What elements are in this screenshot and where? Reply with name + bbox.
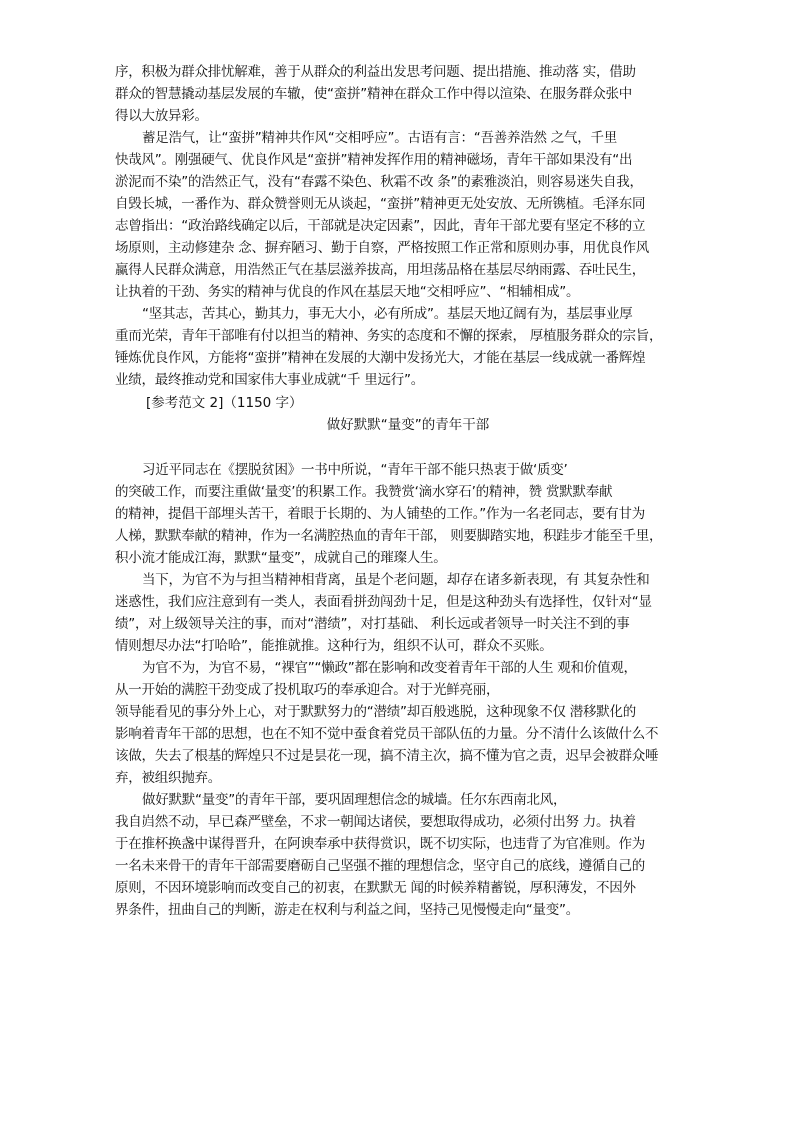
paragraph-line: 的突破工作，而要注重做‘量变’的积累工作。我赞赏‘滴水穿石’的精神，赞 赏默默奉献 (115, 484, 613, 500)
paragraph-line: 锤炼优良作风，方能将“蛮拼”精神在发展的大潮中发扬光大，才能在基层一线成就一番辉煌 (115, 350, 646, 366)
paragraph-line: 该做，失去了根基的辉煌只不过是昙花一现，搞不清主次，搞不懂为官之责，迟早会被群众唾 (115, 748, 659, 764)
paragraph-line: 界条件，扭曲自己的判断，游走在权利与利益之间，坚持己见慢慢走向“量变”。 (115, 902, 579, 918)
paragraph-line: 一名未来骨干的青年干部需要磨砺自己坚强不摧的理想信念，坚守自己的底线，遵循自己的 (115, 858, 645, 874)
paragraph-line: 积小流才能成江海，默默“量变”，成就自己的璀璨人生。 (115, 550, 447, 566)
paragraph-line: 情则想尽办法“打哈哈”，能推就推。这种行为，组织不认可，群众不买账。 (115, 638, 553, 654)
paragraph-line: 业绩，最终推动党和国家伟大事业成就“千 里远行”。 (115, 372, 425, 388)
paragraph-line: 绩”，对上级领导关注的事，而对“潜绩”，对打基础、 利长远或者领导一时关注不到的事 (115, 616, 630, 632)
paragraph-line: 从一开始的满腔干劲变成了投机取巧的奉承迎合。对于光鲜亮丽， (115, 682, 500, 698)
article-title (115, 414, 685, 436)
paragraph-line: 影响着青年干部的思想，也在不知不觉中蚕食着党员干部队伍的力量。分不清什么该做什么不 (115, 726, 659, 742)
paragraph-line: 的精神，提倡干部埋头苦干，着眼于长期的、为人铺垫的工作。”作为一名老同志，要有甘为 (115, 506, 645, 522)
paragraph-line: 迷惑性，我们应注意到有一类人，表面看拼劲闯劲十足，但是这种劲头有选择性，仅针对“显 (115, 594, 652, 610)
paragraph-line: 赢得人民群众满意，用浩然正气在基层滋养拔高，用坦荡品格在基层尽纳雨露、吞吐民生， (115, 262, 645, 278)
paragraph-line: 为官不为，为官不易，“裸官”“懒政”都在影响和改变着青年干部的人生 观和价值观， (142, 660, 637, 676)
paragraph-line: 淤泥而不染”的浩然正气，没有“春露不染色、秋霜不改 条”的素雅淡泊，则容易迷失自我， (115, 174, 643, 190)
paragraph-line: 快哉风”。刚强硬气、优良作风是“蛮拼”精神发挥作用的精神磁场，青年干部如果没有“出 (115, 152, 633, 168)
text-block-part2 (115, 459, 685, 921)
paragraph-line: 重而光荣，青年干部唯有付以担当的精神、务实的态度和不懈的探索， 厚植服务群众的宗旨， (115, 328, 663, 344)
article-title-text: 做好默默“量变”的青年干部 (326, 417, 490, 433)
paragraph-line: 我自岿然不动，早已森严壁垒，不求一朝闻达诸侯，要想取得成功，必须付出努 力。执着 (115, 814, 636, 830)
paragraph-line: 于在推杯换盏中谋得晋升，在阿谀奉承中获得赏识，既不切实际，也违背了为官准则。作为 (115, 836, 645, 852)
paragraph-line: 领导能看见的事分外上心，对于默默努力的“潜绩”却百般逃脱，这种现象不仅 潜移默化的 (115, 704, 637, 720)
reference-label: [参考范文 2]（1150 字） (146, 395, 303, 411)
paragraph-line: 当下，为官不为与担当精神相背离，虽是个老问题，却存在诸多新表现，有 其复杂性和 (142, 572, 650, 588)
paragraph-line: “坚其志，苦其心，勤其力，事无大小，必有所成”。基层天地辽阔有为，基层事业厚 (142, 306, 633, 322)
paragraph-line: 自毁长城，一番作为、群众赞誉则无从谈起，“蛮拼”精神更无处安放、无所镌植。毛泽东同 (115, 196, 646, 212)
paragraph-line: 得以大放异彩。 (115, 108, 208, 124)
paragraph-line: 做好默默“量变”的青年干部，要巩固理想信念的城墙。任尔东西南北风， (142, 792, 567, 808)
paragraph-line: 志曾指出：“政治路线确定以后，干部就是决定因素”，因此，青年干部尤要有坚定不移的立 (115, 218, 646, 234)
paragraph-line: 群众的智慧撬动基层发展的车辙，使“蛮拼”精神在群众工作中得以渲染、在服务群众张中 (115, 86, 632, 102)
paragraph-line: 习近平同志在《摆脱贫困》一书中所说，“青年干部不能只热衷于做‘质变’ (142, 462, 568, 478)
text-block-part1 (115, 61, 685, 391)
paragraph-line: 让执着的干劲、务实的精神与优良的作风在基层天地“交相呼应”、“相辅相成”。 (115, 284, 580, 300)
paragraph-line: 序，积极为群众排忧解难，善于从群众的利益出发思考问题、提出措施、推动落 实，借助 (115, 64, 636, 80)
paragraph-line: 人梯，默默奉献的精神，作为一名满腔热血的青年干部， 则要脚踏实地，积跬步才能至千里， (115, 528, 663, 544)
paragraph-line: 蓄足浩气，让“蛮拼”精神共作风“交相呼应”。古语有言：“吾善养浩然 之气，千里 (142, 130, 618, 146)
paragraph-line: 弃，被组织抛弃。 (115, 770, 221, 786)
paragraph-line: 场原则，主动修建杂 念、摒弃陋习、勤于自察，严格按照工作正常和原则办事，用优良作风 (115, 240, 650, 256)
paragraph-line: 原则，不因环境影响而改变自己的初衷，在默默无 闻的时候养精蓄锐，厚积薄发，不因外 (115, 880, 636, 896)
